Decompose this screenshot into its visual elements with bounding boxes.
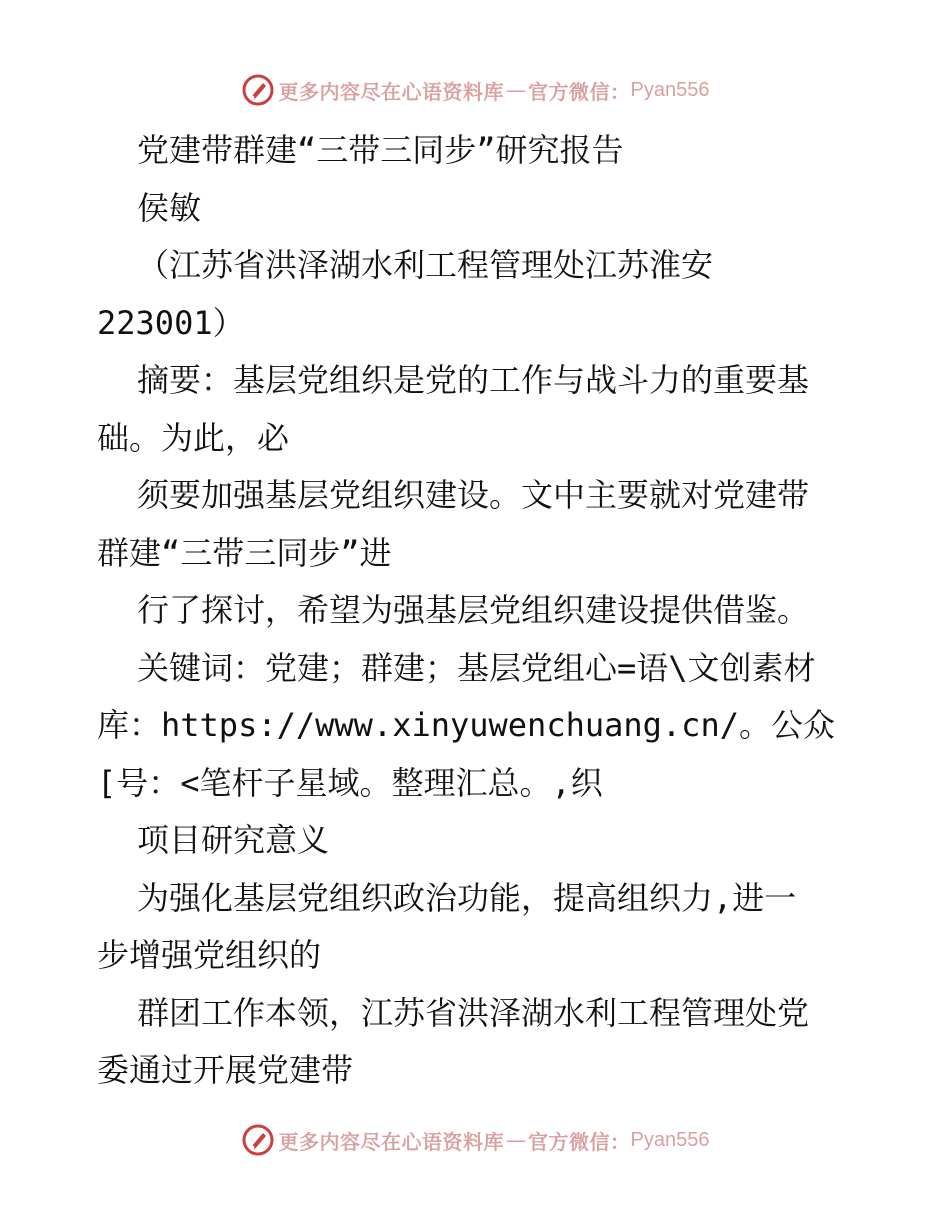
abstract-line: 行了探讨，希望为强基层党组织建设提供借鉴。 xyxy=(137,591,810,629)
author-affiliation: （江苏省洪泽湖水利工程管理处江苏淮安 xyxy=(137,246,714,284)
paragraph-line: 委通过开展党建带 xyxy=(97,1051,354,1089)
abstract-line: 础。为此，必 xyxy=(97,418,290,457)
watermark-title: 更多内容尽在心语资料库 xyxy=(278,79,505,104)
keywords-line: 关键词：党建；群建；基层党组心=语\文创素材 xyxy=(137,648,816,687)
abstract-line: 群建“三带三同步”进 xyxy=(97,533,392,572)
abstract-line: 摘要：基层党组织是党的工作与战斗力的重要基 xyxy=(137,361,810,399)
watermark-footer xyxy=(0,1120,950,1160)
document-body xyxy=(97,122,867,1100)
affiliation-postcode: 223001） xyxy=(97,303,245,342)
document-title: 党建带群建“三带三同步”研究报告 xyxy=(137,131,624,169)
watermark-id: Pyan556 xyxy=(630,78,710,101)
pen-logo-icon xyxy=(241,73,275,107)
author-name: 侯敏 xyxy=(137,188,202,227)
keywords-line: [号：<笔杆子星域。整理汇总。,织 xyxy=(97,763,603,802)
watermark-separator: — xyxy=(506,78,527,102)
keywords-line: 库：https://www.xinyuwenchuang.cn/。公众 xyxy=(97,706,835,744)
abstract-line: 须要加强基层党组织建设。文中主要就对党建带 xyxy=(137,476,810,514)
paragraph-line: 群团工作本领，江苏省洪泽湖水利工程管理处党 xyxy=(137,993,810,1032)
watermark-title: 更多内容尽在心语资料库 xyxy=(278,1129,505,1154)
watermark-contact: 官方微信： xyxy=(528,79,631,104)
watermark-contact: 官方微信： xyxy=(528,1129,631,1154)
paragraph-line: 为强化基层党组织政治功能，提高组织力,进一 xyxy=(137,878,797,917)
watermark-header xyxy=(0,70,950,110)
watermark-separator: — xyxy=(506,1128,527,1152)
paragraph-line: 步增强党组织的 xyxy=(97,936,322,974)
watermark-id: Pyan556 xyxy=(630,1128,710,1151)
section-heading: 项目研究意义 xyxy=(137,821,330,859)
pen-logo-icon xyxy=(241,1123,275,1157)
